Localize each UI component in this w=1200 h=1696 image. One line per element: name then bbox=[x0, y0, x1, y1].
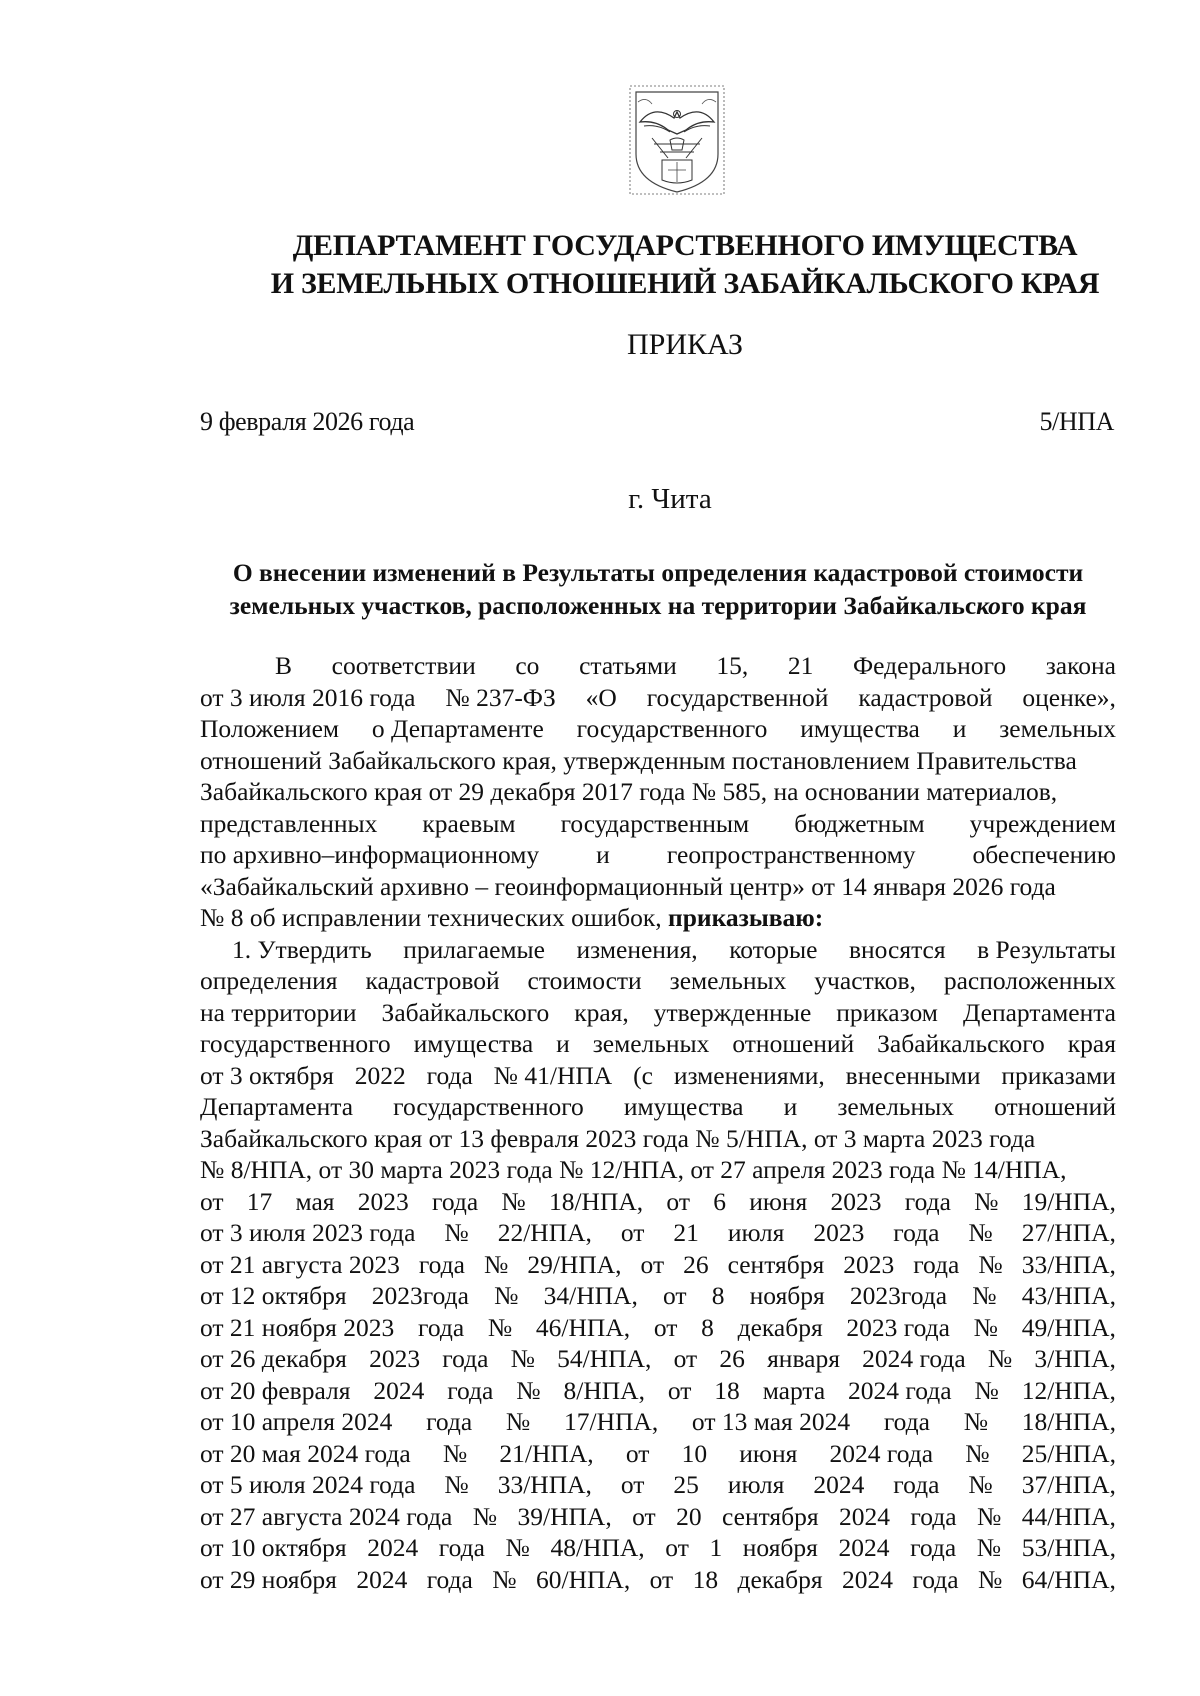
body-word: имущества bbox=[800, 714, 920, 743]
body-word: изменениями, bbox=[673, 1060, 825, 1090]
body-line bbox=[200, 1375, 1116, 1407]
body-word: 15, bbox=[716, 651, 749, 680]
body-word: сентября bbox=[727, 1249, 825, 1279]
body-word: № bbox=[442, 1438, 468, 1468]
body-word: от 12 октября bbox=[200, 1281, 347, 1310]
body-word: участков, bbox=[814, 966, 916, 995]
body-word: 34/НПА, bbox=[543, 1281, 638, 1310]
body-word: года bbox=[442, 1344, 489, 1373]
body-word: 2023года bbox=[849, 1281, 948, 1310]
body-word: 18 bbox=[692, 1564, 719, 1594]
body-line bbox=[200, 713, 1116, 745]
body-word: изменения, bbox=[576, 934, 698, 964]
body-word: 3/НПА, bbox=[1034, 1344, 1116, 1373]
order-date: 9 февраля 2026 года bbox=[200, 407, 415, 436]
body-word: оценке», bbox=[1022, 682, 1116, 712]
body-word: Положением bbox=[200, 714, 340, 743]
body-word: которые bbox=[729, 934, 818, 964]
body-word: № bbox=[472, 1501, 498, 1531]
body-word: марта bbox=[762, 1375, 826, 1405]
body-word: 2024 bbox=[373, 1375, 425, 1405]
body-word: № bbox=[968, 1470, 993, 1499]
body-word: 18 bbox=[714, 1375, 740, 1405]
body-word: государственного bbox=[393, 1092, 584, 1121]
body-word: Забайкальского bbox=[877, 1029, 1045, 1058]
body-word: ноября bbox=[742, 1533, 818, 1562]
body-word: «О bbox=[585, 682, 617, 712]
body-word: земельных bbox=[592, 1029, 710, 1058]
body-word: 2024 bbox=[842, 1564, 893, 1594]
body-word: 8 bbox=[711, 1281, 725, 1310]
body-word: 2024 bbox=[367, 1533, 419, 1562]
body-word: года bbox=[904, 1186, 951, 1216]
body-word: 2023 bbox=[830, 1186, 882, 1216]
body-word: от bbox=[625, 1438, 650, 1468]
body-word: № bbox=[976, 1533, 1002, 1562]
coat-of-arms-icon bbox=[624, 82, 730, 200]
body-word: прилагаемые bbox=[403, 934, 545, 964]
body-word: государственным bbox=[560, 808, 750, 838]
body-word: государственного bbox=[200, 1029, 391, 1058]
body-word: закона bbox=[1045, 651, 1116, 680]
body-word: от 21 ноября 2023 bbox=[200, 1312, 395, 1342]
body-word: № bbox=[963, 1407, 989, 1436]
body-word: № bbox=[965, 1438, 990, 1468]
body-word: № bbox=[516, 1375, 541, 1405]
body-line bbox=[200, 1060, 1116, 1092]
body-word: внесенными bbox=[845, 1060, 981, 1090]
body-word: № bbox=[976, 1501, 1002, 1531]
body-word: № 237-ФЗ bbox=[445, 682, 556, 712]
body-word: № bbox=[492, 1564, 517, 1594]
body-line bbox=[200, 808, 1116, 840]
body-line bbox=[200, 997, 1116, 1029]
body-word: от 3 июля 2023 года bbox=[200, 1218, 416, 1247]
body-word: сентября bbox=[722, 1501, 819, 1531]
body-line bbox=[200, 650, 1116, 682]
body-word: от bbox=[632, 1501, 656, 1531]
body-word: 17 bbox=[246, 1186, 273, 1216]
body-word: земельных bbox=[999, 714, 1116, 743]
body-word: 2024 bbox=[838, 1533, 890, 1562]
body-word: 18/НПА, bbox=[548, 1186, 644, 1216]
body-word: 2024 года bbox=[862, 1344, 966, 1373]
body-word: Забайкальского bbox=[381, 997, 550, 1027]
body-line bbox=[200, 1091, 1116, 1123]
body-word: Департамента bbox=[962, 997, 1116, 1027]
body-word: и bbox=[556, 1029, 570, 1058]
body-word: на территории bbox=[200, 997, 357, 1027]
body-word: от bbox=[673, 1344, 698, 1373]
body-line bbox=[200, 1564, 1116, 1596]
body-word: от 3 октября bbox=[200, 1060, 334, 1090]
body-line bbox=[200, 1186, 1116, 1218]
body-word: по архивно–информационному bbox=[200, 840, 540, 869]
body-word: 49/НПА, bbox=[1021, 1312, 1116, 1342]
department-name-line2: И ЗЕМЕЛЬНЫХ ОТНОШЕНИЙ ЗАБАЙКАЛЬСКОГО КРАЯ bbox=[270, 267, 1100, 300]
body-word: 2024 bbox=[356, 1564, 408, 1594]
body-word: учреждением bbox=[969, 808, 1116, 838]
body-word: № bbox=[494, 1281, 519, 1310]
body-word: 48/НПА, bbox=[550, 1533, 645, 1562]
body-word: стоимости bbox=[527, 966, 642, 995]
body-word: 43/НПА, bbox=[1021, 1281, 1116, 1310]
body-word: края bbox=[1067, 1029, 1116, 1058]
body-word: от 3 июля 2016 года bbox=[200, 682, 416, 712]
body-word: № bbox=[973, 1312, 998, 1342]
body-word: 39/НПА, bbox=[517, 1501, 612, 1531]
body-line bbox=[200, 965, 1116, 997]
body-word: приказом bbox=[836, 997, 938, 1027]
body-word: 17/НПА, bbox=[563, 1407, 659, 1436]
body-word: представленных bbox=[200, 808, 378, 838]
body-line bbox=[200, 682, 1116, 714]
body-word: года bbox=[893, 1470, 940, 1499]
body-word: 21/НПА, bbox=[499, 1438, 594, 1468]
body-line bbox=[200, 1469, 1116, 1501]
body-line bbox=[200, 1532, 1116, 1564]
body-word: 60/НПА, bbox=[536, 1564, 631, 1594]
body-word: о Департаменте bbox=[371, 714, 544, 743]
body-word: № bbox=[505, 1407, 531, 1436]
department-name-line1: ДЕПАРТАМЕНТ ГОСУДАРСТВЕННОГО ИМУЩЕСТВА bbox=[292, 229, 1078, 262]
body-word: статьями bbox=[579, 651, 677, 680]
body-word: 10 bbox=[681, 1438, 708, 1468]
body-word: 2023 bbox=[843, 1249, 895, 1279]
body-line: отношений Забайкальского края, утвержденным постановлением Правительства bbox=[200, 745, 1077, 775]
body-word: 8/НПА, bbox=[563, 1375, 645, 1405]
body-line: Забайкальского края от 29 декабря 2017 года № 585, на основании материалов, bbox=[200, 777, 1058, 806]
body-word: в Результаты bbox=[977, 934, 1116, 964]
body-word: 2023 bbox=[357, 1186, 409, 1216]
body-word: имущества bbox=[413, 1029, 534, 1058]
body-word: 22/НПА, bbox=[497, 1218, 592, 1247]
order-number: 5/НПА bbox=[1039, 407, 1114, 436]
body-word: от bbox=[653, 1312, 678, 1342]
body-word: № bbox=[444, 1470, 469, 1499]
body-word: от bbox=[649, 1564, 674, 1594]
body-word: 19/НПА, bbox=[1021, 1186, 1116, 1216]
body-word: № bbox=[974, 1186, 999, 1216]
body-word: года bbox=[893, 1218, 940, 1247]
body-word: от 27 августа 2024 года bbox=[200, 1501, 453, 1531]
body-word: 53/НПА, bbox=[1021, 1533, 1116, 1562]
body-word: 21 bbox=[787, 651, 814, 680]
body-word: земельных bbox=[669, 966, 787, 995]
body-word: июля bbox=[727, 1218, 785, 1247]
title-line: земельных участков, расположенных на территории Забайкальского края bbox=[229, 591, 1087, 620]
body-word: 37/НПА, bbox=[1021, 1470, 1116, 1499]
body-word: от bbox=[667, 1375, 692, 1405]
body-line: Забайкальского края от 13 февраля 2023 года № 5/НПА, от 3 марта 2023 года bbox=[200, 1123, 1036, 1153]
body-word: декабря bbox=[737, 1564, 823, 1594]
body-word: 44/НПА, bbox=[1021, 1501, 1116, 1531]
body-word: 1. Утвердить bbox=[232, 934, 372, 964]
body-word: от 21 августа 2023 bbox=[200, 1249, 400, 1279]
body-word: расположенных bbox=[943, 966, 1116, 995]
body-line bbox=[200, 1249, 1116, 1281]
body-word: года bbox=[426, 1564, 473, 1594]
body-word: от bbox=[640, 1249, 665, 1279]
body-word: 1 bbox=[709, 1533, 723, 1562]
body-word: от 20 мая 2024 года bbox=[200, 1438, 411, 1468]
body-word: и bbox=[783, 1092, 798, 1121]
body-word: земельных bbox=[837, 1092, 955, 1121]
body-word: геопространственному bbox=[666, 840, 916, 869]
body-word: от 10 октября bbox=[200, 1533, 347, 1562]
body-word: № bbox=[968, 1218, 993, 1247]
body-word: года bbox=[418, 1249, 465, 1279]
body-word: 25/НПА, bbox=[1021, 1438, 1116, 1468]
body-word: 6 bbox=[713, 1186, 726, 1216]
body-word: от bbox=[666, 1186, 690, 1216]
body-word: Департамента bbox=[200, 1092, 354, 1121]
order-directive: приказываю: bbox=[668, 903, 824, 932]
body-word: 2024 bbox=[813, 1470, 865, 1499]
body-word: декабря bbox=[737, 1312, 823, 1342]
body-word: года bbox=[432, 1186, 479, 1216]
body-line bbox=[200, 1343, 1116, 1375]
body-word: года bbox=[438, 1533, 485, 1562]
body-word: года bbox=[910, 1533, 957, 1562]
body-word: от bbox=[663, 1281, 687, 1310]
document-type: ПРИКАЗ bbox=[627, 328, 743, 361]
body-word: № bbox=[977, 1564, 1003, 1594]
body-word: № bbox=[978, 1249, 1003, 1279]
body-line bbox=[200, 1280, 1116, 1312]
body-word: 12/НПА, bbox=[1021, 1375, 1116, 1405]
body-word: № bbox=[483, 1249, 509, 1279]
body-word: государственной bbox=[646, 682, 829, 712]
body-word: определения bbox=[200, 966, 338, 995]
body-word: 2024 bbox=[839, 1501, 891, 1531]
body-word: со bbox=[515, 651, 540, 680]
body-word: июня bbox=[749, 1186, 808, 1216]
body-word: 27/НПА, bbox=[1021, 1218, 1116, 1247]
body-word: 2022 bbox=[354, 1060, 406, 1090]
body-word: июня bbox=[739, 1438, 798, 1468]
body-word: 64/НПА, bbox=[1021, 1564, 1116, 1594]
body-line bbox=[200, 902, 1116, 934]
body-word: (с bbox=[633, 1060, 653, 1090]
body-word: отношений bbox=[994, 1092, 1116, 1121]
order-title bbox=[200, 556, 1116, 622]
body-word: 26 bbox=[683, 1249, 709, 1279]
body-word: января bbox=[767, 1344, 840, 1373]
body-word: № bbox=[487, 1312, 513, 1342]
body-word: № bbox=[972, 1281, 997, 1310]
body-word: года bbox=[418, 1312, 465, 1342]
body-word: Федерального bbox=[853, 651, 1007, 680]
body-word: года bbox=[912, 1564, 959, 1594]
body-word: 46/НПА, bbox=[535, 1312, 631, 1342]
body-word: № bbox=[987, 1344, 1013, 1373]
body-line bbox=[200, 1501, 1116, 1533]
title-line: О внесении изменений в Результаты определения кадастровой стоимости bbox=[232, 558, 1084, 587]
body-word: приказами bbox=[1001, 1060, 1116, 1090]
body-word: края, bbox=[574, 997, 629, 1027]
body-word: от bbox=[665, 1533, 689, 1562]
body-word: 21 bbox=[673, 1218, 699, 1247]
body-word: 2023 bbox=[813, 1218, 865, 1247]
body-word: мая bbox=[295, 1186, 335, 1216]
body-word: № bbox=[444, 1218, 469, 1247]
body-word: краевым bbox=[422, 808, 516, 838]
body-word: 54/НПА, bbox=[557, 1344, 652, 1373]
body-word: кадастровой bbox=[365, 966, 500, 995]
body-word: бюджетным bbox=[794, 808, 925, 838]
body-word: июля bbox=[727, 1470, 785, 1499]
body-word: года bbox=[426, 1407, 473, 1436]
body-word: 2023года bbox=[371, 1281, 469, 1310]
body-word: от bbox=[200, 1186, 224, 1216]
body-line bbox=[200, 1406, 1116, 1438]
body-text: № 8 об исправлении технических ошибок, bbox=[200, 903, 668, 932]
body-word: 20 bbox=[676, 1501, 702, 1531]
body-word: государственного bbox=[576, 714, 768, 743]
body-word: 26 bbox=[719, 1344, 745, 1373]
body-word: и bbox=[952, 714, 967, 743]
body-line bbox=[200, 1312, 1116, 1344]
body-word: кадастровой bbox=[858, 682, 993, 712]
body-word: отношений bbox=[732, 1029, 855, 1058]
body-word: от 13 мая 2024 bbox=[691, 1407, 851, 1436]
body-word: года bbox=[426, 1060, 473, 1090]
body-word: № 41/НПА bbox=[493, 1060, 613, 1090]
body-word: 33/НПА, bbox=[497, 1470, 592, 1499]
body-word: В bbox=[275, 651, 293, 680]
body-word: 8 bbox=[701, 1312, 714, 1342]
body-word: года bbox=[913, 1249, 960, 1279]
body-word: 29/НПА, bbox=[527, 1249, 622, 1279]
body-line bbox=[200, 1438, 1116, 1470]
body-line bbox=[200, 1028, 1116, 1060]
body-word: от 20 февраля bbox=[200, 1375, 351, 1405]
body-word: № bbox=[974, 1375, 999, 1405]
body-word: 2024 года bbox=[829, 1438, 934, 1468]
body-word: 18/НПА, bbox=[1021, 1407, 1116, 1436]
body-word: от 29 ноября bbox=[200, 1564, 337, 1594]
body-word: 33/НПА, bbox=[1021, 1249, 1116, 1279]
body-word: вносятся bbox=[848, 934, 946, 964]
body-word: от bbox=[620, 1470, 645, 1499]
body-word: 25 bbox=[673, 1470, 699, 1499]
body-word: от 5 июля 2024 года bbox=[200, 1470, 416, 1499]
body-word: обеспечению bbox=[972, 840, 1116, 869]
body-word: года bbox=[910, 1501, 957, 1531]
body-word: от bbox=[620, 1218, 645, 1247]
body-word: года bbox=[447, 1375, 494, 1405]
body-word: № bbox=[501, 1186, 526, 1216]
body-line bbox=[200, 839, 1116, 871]
body-line bbox=[200, 934, 1116, 966]
body-word: 2023 bbox=[369, 1344, 421, 1373]
body-word: соответствии bbox=[331, 651, 476, 680]
body-word: 2023 года bbox=[846, 1312, 950, 1342]
body-word: года bbox=[883, 1407, 930, 1436]
body-line bbox=[200, 1217, 1116, 1249]
body-word: и bbox=[596, 840, 610, 869]
body-word: от 10 апреля 2024 bbox=[200, 1407, 393, 1436]
body-word: ноября bbox=[749, 1281, 825, 1310]
order-body bbox=[200, 650, 1116, 1595]
body-word: № bbox=[505, 1533, 530, 1562]
order-city: г. Чита bbox=[628, 483, 712, 515]
body-line: № 8/НПА, от 30 марта 2023 года № 12/НПА, от 27 апреля 2023 года № 14/НПА, bbox=[200, 1155, 1067, 1184]
body-word: 2024 года bbox=[848, 1375, 952, 1405]
body-word: имущества bbox=[623, 1092, 744, 1121]
body-word: утвержденные bbox=[653, 997, 812, 1027]
body-line: «Забайкальский архивно – геоинформационный центр» от 14 января 2026 года bbox=[200, 871, 1056, 901]
body-word: № bbox=[510, 1344, 535, 1373]
body-word: от 26 декабря bbox=[200, 1344, 347, 1373]
